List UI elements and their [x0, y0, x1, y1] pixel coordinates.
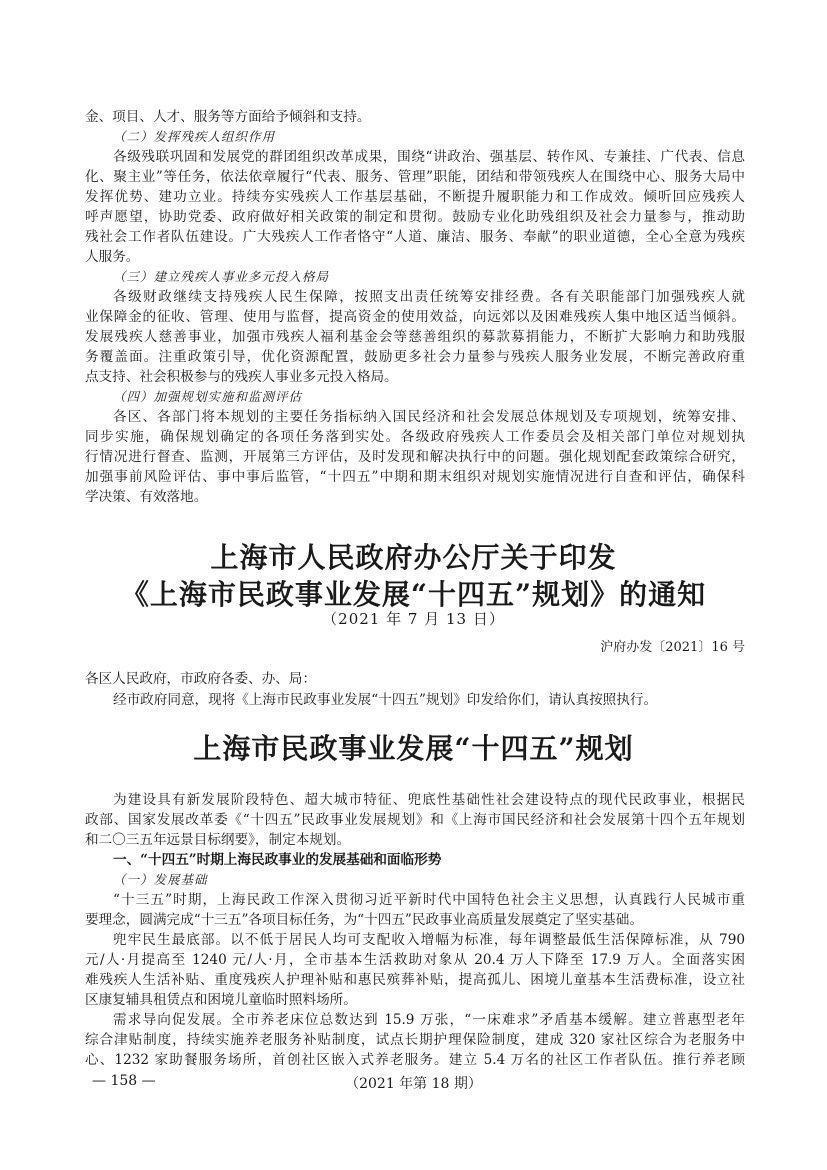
subheading: （四）加强规划实施和监测评估	[113, 389, 303, 404]
text-line: 各级财政继续支持残疾人民生保障，按照支出责任统筹安排经费。各有关职能部门加强残疾人就	[113, 289, 745, 305]
text-line: 务覆盖面。注重政策引导，优化资源配置，鼓励更多社会力量参与残疾人服务业发展，不断完善政府重	[85, 349, 745, 365]
text-line: 综合津贴制度，持续实施养老服务补贴制度，试点长期护理保险制度，建成 320 家社区综合为老服务中	[85, 1032, 745, 1048]
issue-label: （2021 年第 18 期）	[345, 1076, 482, 1092]
text-line: 元/人·月提高至 1240 元/人·月，全市基本生活救助对象从 20.4 万人下降至 17.9 万人。全面落实困	[85, 952, 745, 968]
text-line: 加强事前风险评估、事中事后监管，“十四五”中期和期末组织对规划实施情况进行自查和评估，确保科	[85, 469, 745, 485]
text-line: 残社会工作者队伍建设。广大残疾人工作者恪守“人道、廉洁、服务、奉献”的职业道德，全心全意为残疾	[85, 229, 745, 245]
paragraph	[85, 107, 745, 127]
text-line: 需求导向促发展。全市养老床位总数达到 15.9 万张，“一床难求”矛盾基本缓解。建立普惠型老年	[113, 1012, 745, 1028]
notice-date: （2021 年 7 月 13 日）	[322, 610, 505, 628]
text-line: 政部、国家发展改革委《“十四五”民政事业发展规划》和《上海市国民经济和社会发展第十四个五年规划	[85, 812, 745, 828]
section-heading: 一、“十四五”时期上海民政事业的发展基础和面临形势	[113, 852, 442, 868]
paragraph	[85, 147, 745, 267]
text-line: 同步实施，确保规划确定的各项任务落到实处。各级政府残疾人工作委员会及相关部门单位对规划执	[85, 429, 745, 445]
subheading: （二）发挥残疾人组织作用	[113, 129, 276, 144]
text-line: 发挥优势、建功立业。持续夯实残疾人工作基层基础，不断提升履职能力和工作成效。倾听回应残疾人	[85, 189, 745, 205]
doc-number: 沪府办发〔2021〕16 号	[600, 640, 745, 655]
text-line: 难残疾人生活补贴、重度残疾人护理补贴和惠民殡葬补贴，提高孤儿、困境儿童基本生活费标准，设立社	[85, 972, 745, 988]
text-line: 心、1232 家助餐服务场所，首创社区嵌入式养老服务。建立 5.4 万名的社区工作者队伍。推行养老顾	[85, 1052, 745, 1068]
text-line: 学决策、有效落地。	[85, 489, 208, 505]
notice-title-line2: 《上海市民政事业发展“十四五”规划》的通知	[120, 578, 707, 611]
text-line: 兜牢民生最底部。以不低于居民人均可支配收入增幅为标准，每年调整最低生活保障标准，从 790	[113, 932, 745, 948]
subheading: （三）建立残疾人事业多元投入格局	[113, 269, 330, 284]
subheading: （一）发展基础	[113, 872, 208, 887]
text-line: 化、聚主业”等任务，依法依章履行“代表、服务、管理”职能，团结和带领残疾人在围绕中心、服务大局中	[85, 169, 745, 185]
text-line: 发展残疾人慈善事业，加强市残疾人福利基金会等慈善组织的募款募捐能力，不断扩大影响力和助残服	[85, 329, 745, 345]
paragraph	[85, 890, 745, 930]
paragraph	[85, 407, 745, 507]
text-line: 为建设具有新发展阶段特色、超大城市特征、兜底性基础性社会建设特点的现代民政事业，根据民	[113, 792, 745, 808]
paragraph	[85, 287, 745, 387]
plan-title: 上海市民政事业发展“十四五”规划	[193, 732, 634, 765]
text-line: 金、项目、人才、服务等方面给予倾斜和支持。	[85, 109, 371, 125]
text-line: 各区、各部门将本规划的主要任务指标纳入国民经济和社会发展总体规划及专项规划，统筹安排、	[113, 409, 745, 425]
page-number: — 158 —	[92, 1073, 156, 1089]
notice-body: 经市政府同意，现将《上海市民政事业发展“十四五”规划》印发给你们，请认真按照执行。	[113, 692, 658, 708]
text-line: 要理念，圆满完成“十三五”各项目标任务，为“十四五”民政事业高质量发展奠定了坚实基础。	[85, 912, 643, 928]
paragraph	[85, 1010, 745, 1070]
text-line: 和二〇三五年远景目标纲要》，制定本规划。	[85, 832, 351, 848]
text-line: 人服务。	[85, 249, 140, 265]
text-line: 业保障金的征收、管理、使用与监督，提高资金的使用效益，向远郊以及困难残疾人集中地区适当倾斜。	[85, 309, 745, 325]
salutation: 各区人民政府，市政府各委、办、局：	[85, 671, 317, 687]
text-line: 行情况进行督查、监测，开展第三方评估，及时发现和解决执行中的问题。强化规划配套政策综合研究，	[85, 449, 745, 465]
notice-title-line1: 上海市人民政府办公厅关于印发	[210, 541, 617, 574]
text-line: 呼声愿望，协助党委、政府做好相关政策的制定和贯彻。鼓励专业化助残组织及社会力量参与，推动助	[85, 209, 745, 225]
paragraph	[85, 790, 745, 850]
text-line: 区康复辅具租赁点和困境儿童临时照料场所。	[85, 992, 357, 1008]
text-line: “十三五”时期，上海民政工作深入贯彻习近平新时代中国特色社会主义思想，认真践行人民城市重	[113, 892, 745, 908]
paragraph	[85, 930, 745, 1010]
section-plan	[85, 790, 745, 1070]
section-a	[85, 107, 745, 507]
text-line: 点支持、社会积极参与的残疾人事业多元投入格局。	[85, 369, 398, 385]
text-line: 各级残联巩固和发展党的群团组织改革成果，围绕“讲政治、强基层、转作风、专兼挂、广代表、信息	[113, 149, 745, 165]
